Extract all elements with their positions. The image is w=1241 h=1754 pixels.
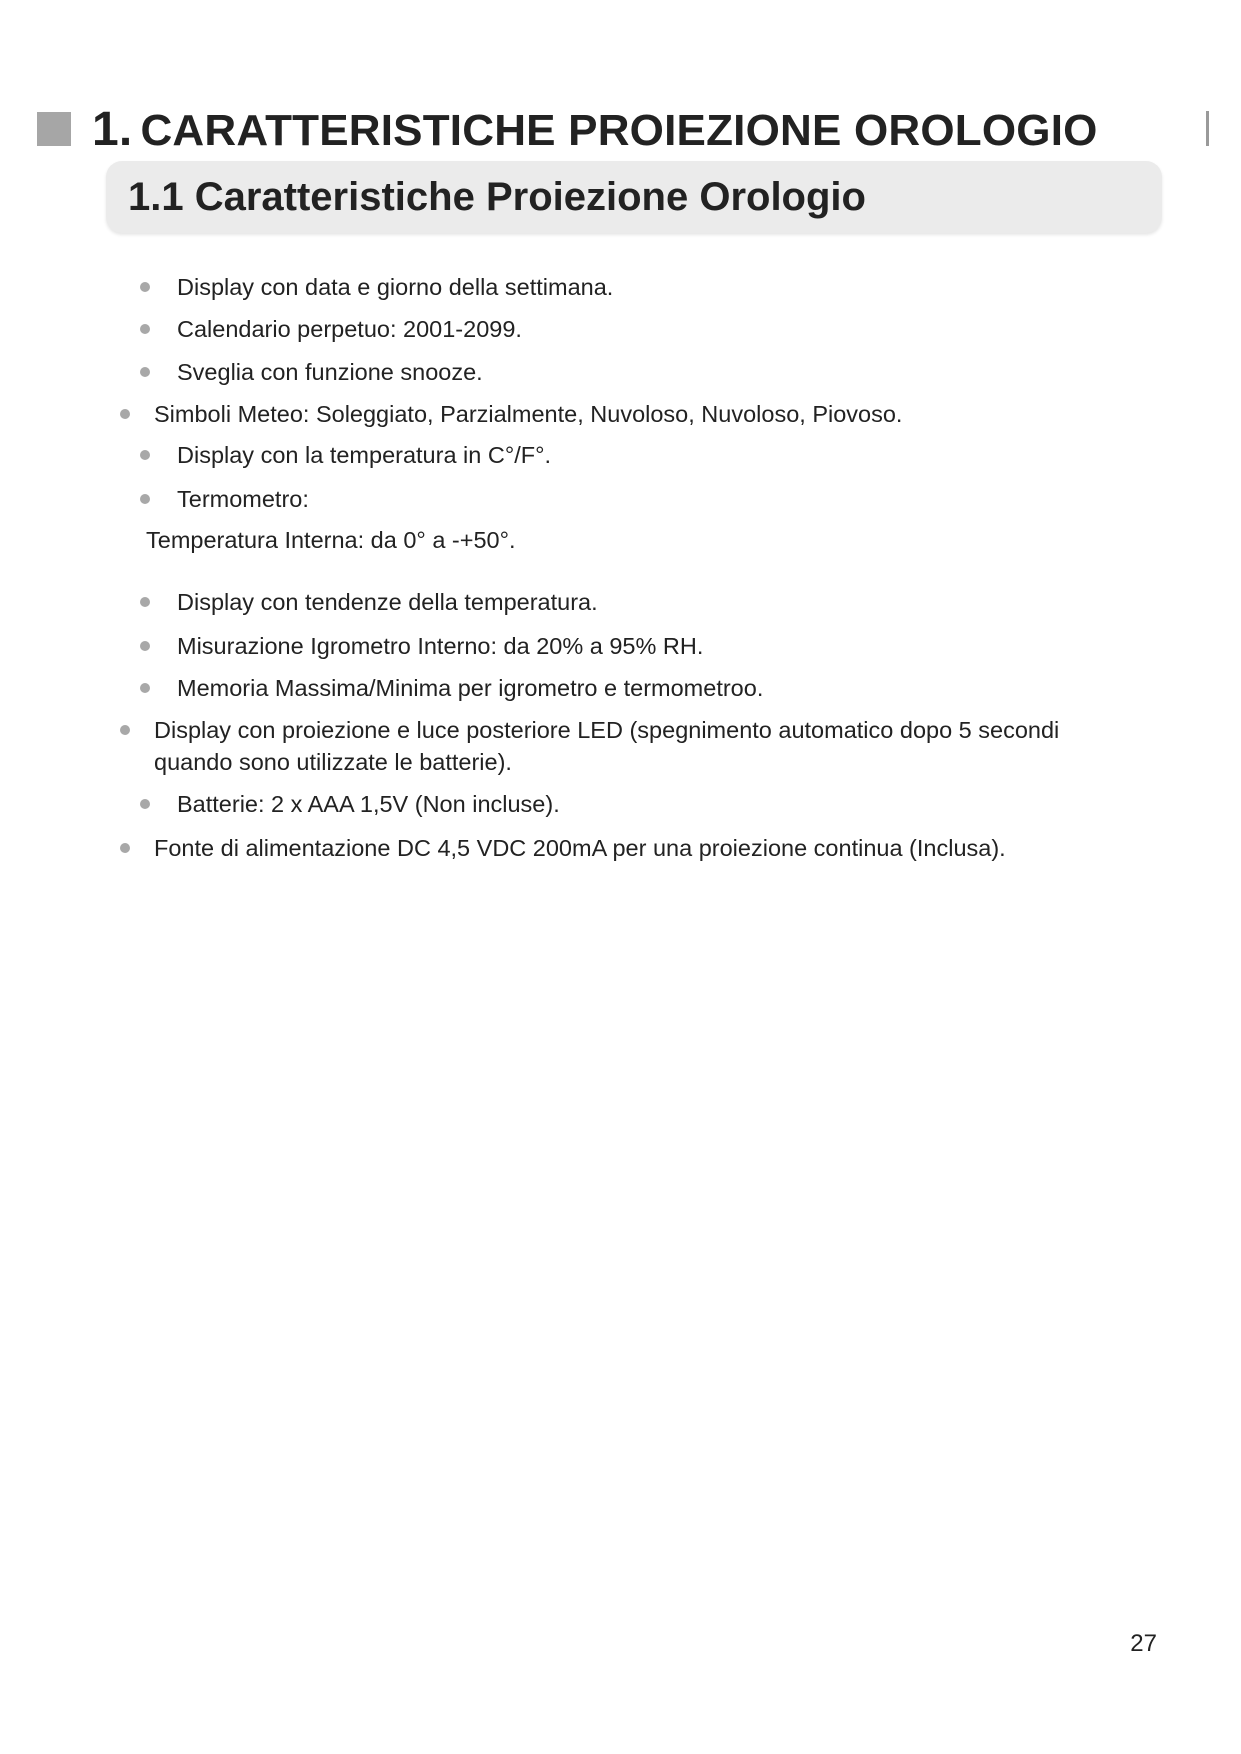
- list-item: [177, 271, 613, 303]
- list-item: [177, 313, 522, 345]
- bullet-icon: [140, 799, 150, 809]
- list-item: [154, 398, 902, 430]
- page-number: 27: [1130, 1630, 1157, 1657]
- bullet-icon: [140, 324, 150, 334]
- bullet-icon: [140, 683, 150, 693]
- list-item-text: Temperatura Interna: da 0° a -+50°.: [146, 527, 516, 553]
- list-item-text: Termometro:: [177, 486, 309, 512]
- list-item: [154, 714, 1059, 746]
- list-item-text: quando sono utilizzate le batterie).: [154, 749, 512, 775]
- list-item: [154, 832, 1006, 864]
- list-item-continuation: [154, 746, 512, 778]
- bullet-icon: [120, 409, 130, 419]
- list-item-text: Memoria Massima/Minima per igrometro e termometroo.: [177, 675, 764, 701]
- main-heading-number: 1.: [92, 103, 133, 156]
- list-item-text: Batterie: 2 x AAA 1,5V (Non incluse).: [177, 791, 560, 817]
- list-item-text: Display con proiezione e luce posteriore LED (spegnimento automatico dopo 5 secondi: [154, 717, 1060, 743]
- bullet-icon: [140, 641, 150, 651]
- heading-square-marker: [37, 112, 71, 146]
- list-item-text: Sveglia con funzione snooze.: [177, 359, 483, 385]
- bullet-icon: [140, 282, 150, 292]
- list-item: [177, 672, 763, 704]
- main-heading-title: CARATTERISTICHE PROIEZIONE OROLOGIO: [140, 106, 1098, 155]
- main-heading: [92, 102, 1098, 159]
- list-item-text: Simboli Meteo: Soleggiato, Parzialmente, Nuvoloso, Nuvoloso, Piovoso.: [154, 401, 903, 427]
- list-item: [177, 788, 560, 820]
- list-item-text: Calendario perpetuo: 2001-2099.: [177, 316, 522, 342]
- list-item: [177, 439, 551, 471]
- list-item: [177, 586, 598, 618]
- list-item-continuation: [146, 524, 516, 556]
- list-item: [177, 630, 703, 662]
- list-item-text: Misurazione Igrometro Interno: da 20% a 95% RH.: [177, 633, 704, 659]
- list-item: [177, 356, 483, 388]
- bullet-icon: [140, 494, 150, 504]
- list-item-text: Display con la temperatura in C°/F°.: [177, 442, 552, 468]
- subheading-box: [106, 161, 1162, 233]
- bullet-icon: [140, 450, 150, 460]
- bullet-icon: [120, 843, 130, 853]
- list-item-text: Display con tendenze della temperatura.: [177, 589, 598, 615]
- bullet-icon: [140, 367, 150, 377]
- list-item-text: Fonte di alimentazione DC 4,5 VDC 200mA per una proiezione continua (Inclusa).: [154, 835, 1006, 861]
- bullet-icon: [140, 597, 150, 607]
- list-item: [177, 483, 309, 515]
- bullet-icon: [120, 725, 130, 735]
- list-item-text: Display con data e giorno della settimana.: [177, 274, 614, 300]
- page-edge-mark: [1206, 111, 1209, 146]
- subheading-title: 1.1 Caratteristiche Proiezione Orologio: [128, 175, 866, 219]
